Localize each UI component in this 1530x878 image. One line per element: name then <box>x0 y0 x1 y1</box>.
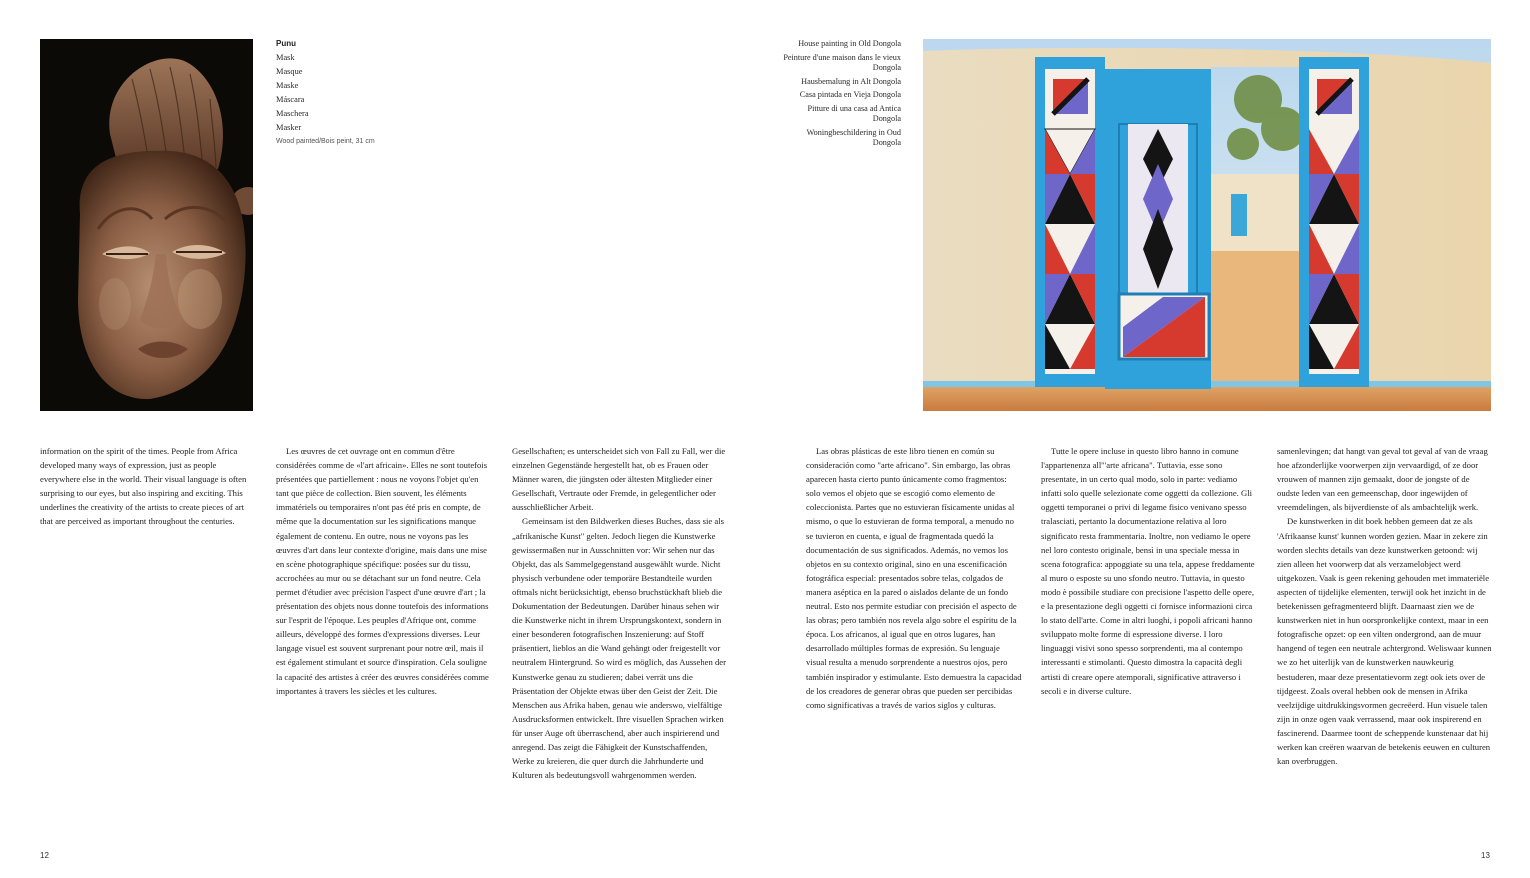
caption-name-en: Mask <box>276 53 295 62</box>
column-french <box>276 444 492 698</box>
french-paragraph-1: Les œuvres de cet ouvrage ont en commun d'être considérées comme de «l'art africain». Elles ne sont toutefois présentées que partiellement : nous ne voyons l'objet qu'en tant que pièce de collection. Bien souvent, les éléments immatériels ou temporaires n'ont pas été pris en compte, de même que la documentation sur les significations manque également de contenu. En outre, nous ne voyons pas les œuvres d'art dans leur contexte d'origine, mais dans une mise en scène photographique spécifique: posées sur du tissu, accrochées au mur ou se détachant sur un fond neutre. Cela permet d'étudier avec précision l'aspect d'une œuvre d'art ; la présentation des objets nous donne toutefois des informations sur l'esprit de l'époque. Les peuples d'Afrique ont, comme ailleurs, développé des formes d'expressions diverses. Leur langage visuel est souvent surprenant pour notre œil, mais il est également stimulant et source d'inspiration. Cela souligne la capacité des artistes à créer des œuvres considérées comme importantes à travers les siècles et les cultures. <box>276 446 489 696</box>
german-paragraph-1: Gesellschaften; es unterscheidet sich von Fall zu Fall, wer die einzelnen Gegenstände hergestellt hat, ob es Frauen oder Männer waren, die jüngsten oder ältesten Mitglieder einer Gesellschaft, Vertraute oder Fremde, in gelegentlicher oder ausschließlicher Arbeit. <box>512 446 726 513</box>
caption-it: Pitture di una casa ad Antica Dongola <box>807 103 901 123</box>
column-german <box>512 444 728 782</box>
caption-es: Casa pintada en Vieja Dongola <box>799 90 901 99</box>
english-paragraph-1: information on the spirit of the times. People from Africa developed many ways of expression, just as people everywhere else in the world. Their visual language is often surprising to our eyes, but also inspiring and exciting. This underlines the creativity of the artists to create pieces of art that are perceived as important throughout the centuries. <box>40 446 247 527</box>
caption-material: Wood painted/Bois peint, 31 cm <box>276 138 375 145</box>
page-number-left: 12 <box>40 851 49 860</box>
german-paragraph-2: Gemeinsam ist den Bildwerken dieses Buches, dass sie als „afrikanische Kunst" gelten. Jedoch liegen die Kunstwerke gewissermaßen nur in Ausschnitten vor: Wir sehen nur das Objekt, das als Sammelgegenstand ausgewählt wurde. Nicht physisch verbundene oder temporäre Bestandteile wurden oftmals nicht berücksichtigt, ebenso bruchstückhaft blieb die Dokumentation der Bedeutungen. Darüber hinaus sehen wir die Kunstwerke nicht in ihrem Ursprungskontext, sondern in einer besonderen fotografischen Inszenierung: auf Stoff präsentiert, lieblos an die Wand gehängt oder freigestellt vor neutralem Hintergrund. So wird es möglich, das Aussehen der Kunstwerke genau zu studieren; dabei verrät uns die Präsentation der Objekte etwas über den Geist der Zeit. Die Menschen aus Afrika haben, genau wie anderswo, vielfältige Ausdrucksformen entwickelt. Ihre visuellen Sprachen wirken für unser Auge oft überraschend, aber auch inspirierend und anregend. Das zeigt die Fähigkeit der Kunstschaffenden, Werke zu kreieren, die quer durch die Jahrhunderte und Kulturen als bedeutungsvoll wahrgenommen werden. <box>512 516 726 781</box>
caption-nl: Woningbeschildering in Oud Dongola <box>806 127 901 147</box>
dongola-house-image <box>923 39 1491 411</box>
caption-de: Hausbemalung in Alt Dongola <box>801 76 901 86</box>
dutch-paragraph-2: De kunstwerken in dit boek hebben gemeen dat ze als 'Afrikaanse kunst' kunnen worden gezien. Maar in zekere zin worden slechts details van deze kunstwerken getoond: wij zien alleen het voorwerp dat als verzamelobject werd uitgekozen. Vaak is geen rekening gehouden met immateriële aspecten of tijdelijke elementen, terwijl ook het inzicht in de betekenissen gefragmenteerd blijft. Daarnaast zien we de kunstwerken niet in hun oorspronkelijke context, maar in een fotografische opzet: op een vilten ondergrond, aan de muur hangend of tegen een neutrale achtergrond. Weliswaar kunnen we zo het uiterlijk van de kunstwerken nauwkeurig bestuderen, maar deze presentatievorm zegt ook iets over de tijdgeest. Zoals overal hebben ook de mensen in Afrika veelzijdige uitdrukkingsvormen gecreëerd. Hun visuele talen zijn in onze ogen vaak verrassend, maar ook inspirerend en fascinerend. Daarmee toont de scheppende kunstenaar dat hij werken kan creëren waarvan de betekenis eeuwen en culturen kan overbruggen. <box>1277 516 1492 767</box>
caption-en: House painting in Old Dongola <box>798 39 901 48</box>
caption-fr: Peinture d'une maison dans le vieux Dongola <box>783 52 901 72</box>
caption-name-es: Máscara <box>276 95 305 104</box>
column-spanish <box>806 444 1022 712</box>
spanish-paragraph-1: Las obras plásticas de este libro tienen en común su consideración como "arte africano". Sin embargo, las obras aparecen hasta cierto punto únicamente como fragmentos: solo vemos el objeto que se escogió como elemento de coleccionista. Partes que no estuvieran físicamente unidas al mismo, o que lo estuvieran de forma temporal, a menudo no se tuvieron en cuenta, e igual de fragmentada quedó la documentación de sus significados. Además, no vemos los objetos en su contexto original, sino en una escenificación fotográfica especial: presentados sobre telas, colgados de manera aséptica en la pared o aislados delante de un fondo neutral. Esto nos permite estudiar con precisión el aspecto de las obras; pero también nos revela algo sobre el espíritu de la época. Los africanos, al igual que en otros lugares, han desarrollado múltiples formas de expresión. Su lenguaje visual resulta a menudo sorprendente a nuestros ojos, pero también inspirador y estimulante. Esto demuestra la capacidad de los creadores de generar obras que pueden ser percibidas como significativas a través de varios siglos y culturas. <box>806 446 1022 710</box>
caption-name-fr: Masque <box>276 67 303 76</box>
house-photo <box>923 39 1491 411</box>
caption-name-de: Maske <box>276 81 299 90</box>
caption-title: Punu <box>276 39 296 48</box>
column-dutch <box>1277 444 1493 768</box>
punu-mask-image <box>40 39 253 411</box>
mask-photo <box>40 39 253 411</box>
left-caption <box>276 37 476 149</box>
page-number-right: 13 <box>1481 851 1490 860</box>
right-caption <box>780 39 901 152</box>
column-italian <box>1041 444 1257 698</box>
column-english <box>40 444 258 529</box>
caption-name-nl: Masker <box>276 123 302 132</box>
italian-paragraph-1: Tutte le opere incluse in questo libro hanno in comune l'appartenenza all'"arte africana". Tuttavia, esse sono presentate, in un certo qual modo, solo in parte: vediamo infatti solo quelle selezionate come oggetti da collezione. Gli oggetti temporanei o privi di legame fisico venivano spesso tralasciati, pertanto la documentazione relativa al loro significato resta frammentaria. Inoltre, non vediamo le opere nel loro contesto originale, bensì in una speciale messa in scena fotografica: appoggiate su una tela, appese freddamente al muro o esposte su uno sfondo neutro. Tuttavia, in questo modo è possibile studiare con precisione l'aspetto delle opere, e la presentazione degli oggetti ci fornisce informazioni circa lo stato dell'arte. Come in altri luoghi, i popoli africani hanno sviluppato molte forme di espressione diverse. I loro linguaggi visivi sono spesso sorprendenti, ma al contempo interessanti e stimolanti. Questo dimostra la capacità degli artisti di creare opere atemporali, significative attraverso i secoli e in diverse culture. <box>1041 446 1255 696</box>
caption-name-it: Maschera <box>276 109 309 118</box>
dutch-paragraph-1: samenlevingen; dat hangt van geval tot geval af van de vraag hoe afzonderlijke voorwerpen zijn vervaardigd, of ze door vrouwen of mannen zijn gemaakt, door de jongste of de oudste leden van een gemeenschap, door ingewijden of vreemdelingen, als bijverdienste of als ambachtelijk werk. <box>1277 446 1488 513</box>
